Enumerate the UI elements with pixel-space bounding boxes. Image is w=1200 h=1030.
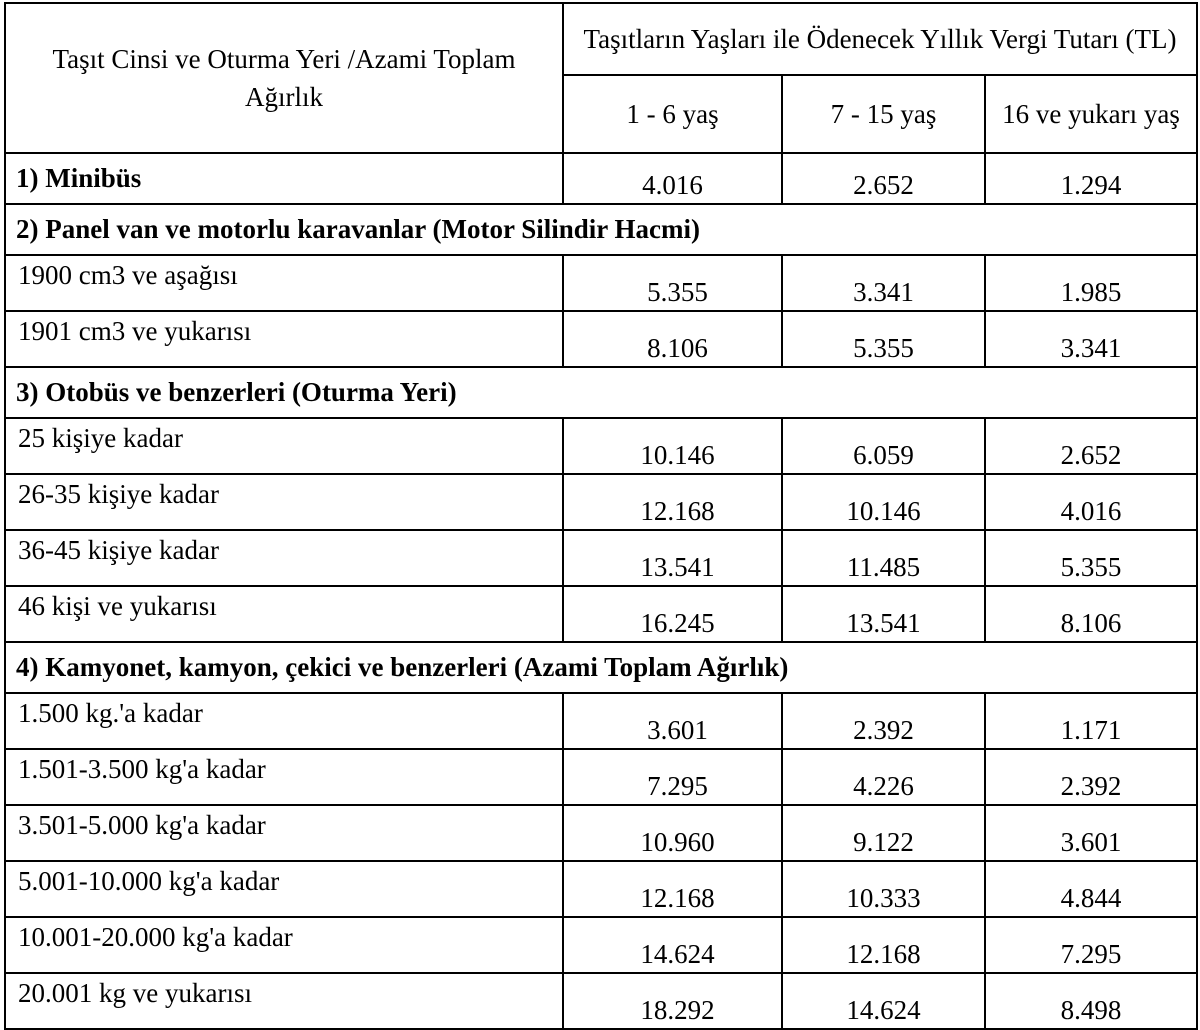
row-label: 46 kişi ve yukarısı — [5, 586, 563, 642]
tax-value: 2.652 — [782, 153, 985, 204]
section-heading-truck — [5, 642, 1197, 693]
tax-value: 4.016 — [563, 153, 782, 204]
section-label: 2) Panel van ve motorlu karavanlar (Motor Silindir Hacmi) — [5, 204, 1197, 255]
row-label: 36-45 kişiye kadar — [5, 530, 563, 586]
tax-value: 5.355 — [782, 311, 985, 367]
tax-value: 2.392 — [985, 749, 1197, 805]
tax-value: 10.146 — [782, 474, 985, 530]
tax-value: 10.333 — [782, 861, 985, 917]
age-group-header: Taşıtların Yaşları ile Ödenecek Yıllık Vergi Tutarı (TL) — [563, 3, 1197, 75]
row-label: 20.001 kg ve yukarısı — [5, 973, 563, 1029]
row-label: 5.001-10.000 kg'a kadar — [5, 861, 563, 917]
age-column-header: 7 - 15 yaş — [782, 75, 985, 153]
tax-value: 13.541 — [563, 530, 782, 586]
category-column-header: Taşıt Cinsi ve Oturma Yeri /Azami Toplam Ağırlık — [5, 3, 563, 153]
tax-value: 9.122 — [782, 805, 985, 861]
tax-value: 11.485 — [782, 530, 985, 586]
tax-value: 18.292 — [563, 973, 782, 1029]
tax-value: 8.106 — [985, 586, 1197, 642]
tax-value: 13.541 — [782, 586, 985, 642]
tax-value: 3.601 — [563, 693, 782, 749]
header-row-top — [5, 3, 1197, 75]
tax-value: 2.392 — [782, 693, 985, 749]
row-label: 1.501-3.500 kg'a kadar — [5, 749, 563, 805]
table-row — [5, 255, 1197, 311]
vehicle-tax-table — [4, 2, 1198, 1030]
row-label: 25 kişiye kadar — [5, 418, 563, 474]
tax-value: 8.498 — [985, 973, 1197, 1029]
tax-value: 14.624 — [782, 973, 985, 1029]
tax-value: 3.341 — [782, 255, 985, 311]
table-row — [5, 805, 1197, 861]
table-row — [5, 530, 1197, 586]
table-row — [5, 861, 1197, 917]
tax-value: 12.168 — [782, 917, 985, 973]
tax-value: 5.355 — [563, 255, 782, 311]
row-label: 10.001-20.000 kg'a kadar — [5, 917, 563, 973]
section-label: 1) Minibüs — [5, 153, 563, 204]
tax-value: 3.341 — [985, 311, 1197, 367]
row-label: 26-35 kişiye kadar — [5, 474, 563, 530]
tax-value: 16.245 — [563, 586, 782, 642]
row-label: 3.501-5.000 kg'a kadar — [5, 805, 563, 861]
tax-value: 1.171 — [985, 693, 1197, 749]
table-row — [5, 311, 1197, 367]
tax-value: 1.294 — [985, 153, 1197, 204]
tax-value: 2.652 — [985, 418, 1197, 474]
section-label: 3) Otobüs ve benzerleri (Oturma Yeri) — [5, 367, 1197, 418]
table-row — [5, 586, 1197, 642]
tax-value: 12.168 — [563, 474, 782, 530]
age-column-header: 16 ve yukarı yaş — [985, 75, 1197, 153]
row-label: 1901 cm3 ve yukarısı — [5, 311, 563, 367]
table-row — [5, 973, 1197, 1029]
tax-value: 4.226 — [782, 749, 985, 805]
tax-value: 14.624 — [563, 917, 782, 973]
tax-value: 7.295 — [985, 917, 1197, 973]
row-label: 1.500 kg.'a kadar — [5, 693, 563, 749]
tax-value: 4.844 — [985, 861, 1197, 917]
section-row-minibus — [5, 153, 1197, 204]
tax-value: 10.146 — [563, 418, 782, 474]
tax-value: 5.355 — [985, 530, 1197, 586]
tax-value: 8.106 — [563, 311, 782, 367]
row-label: 1900 cm3 ve aşağısı — [5, 255, 563, 311]
tax-value: 6.059 — [782, 418, 985, 474]
table-row — [5, 749, 1197, 805]
tax-value: 4.016 — [985, 474, 1197, 530]
table-row — [5, 693, 1197, 749]
tax-value: 10.960 — [563, 805, 782, 861]
table-row — [5, 474, 1197, 530]
section-heading-panel — [5, 204, 1197, 255]
tax-value: 7.295 — [563, 749, 782, 805]
table-row — [5, 418, 1197, 474]
section-heading-bus — [5, 367, 1197, 418]
age-column-header: 1 - 6 yaş — [563, 75, 782, 153]
section-label: 4) Kamyonet, kamyon, çekici ve benzerleri (Azami Toplam Ağırlık) — [5, 642, 1197, 693]
tax-value: 1.985 — [985, 255, 1197, 311]
tax-value: 12.168 — [563, 861, 782, 917]
table-row — [5, 917, 1197, 973]
tax-value: 3.601 — [985, 805, 1197, 861]
